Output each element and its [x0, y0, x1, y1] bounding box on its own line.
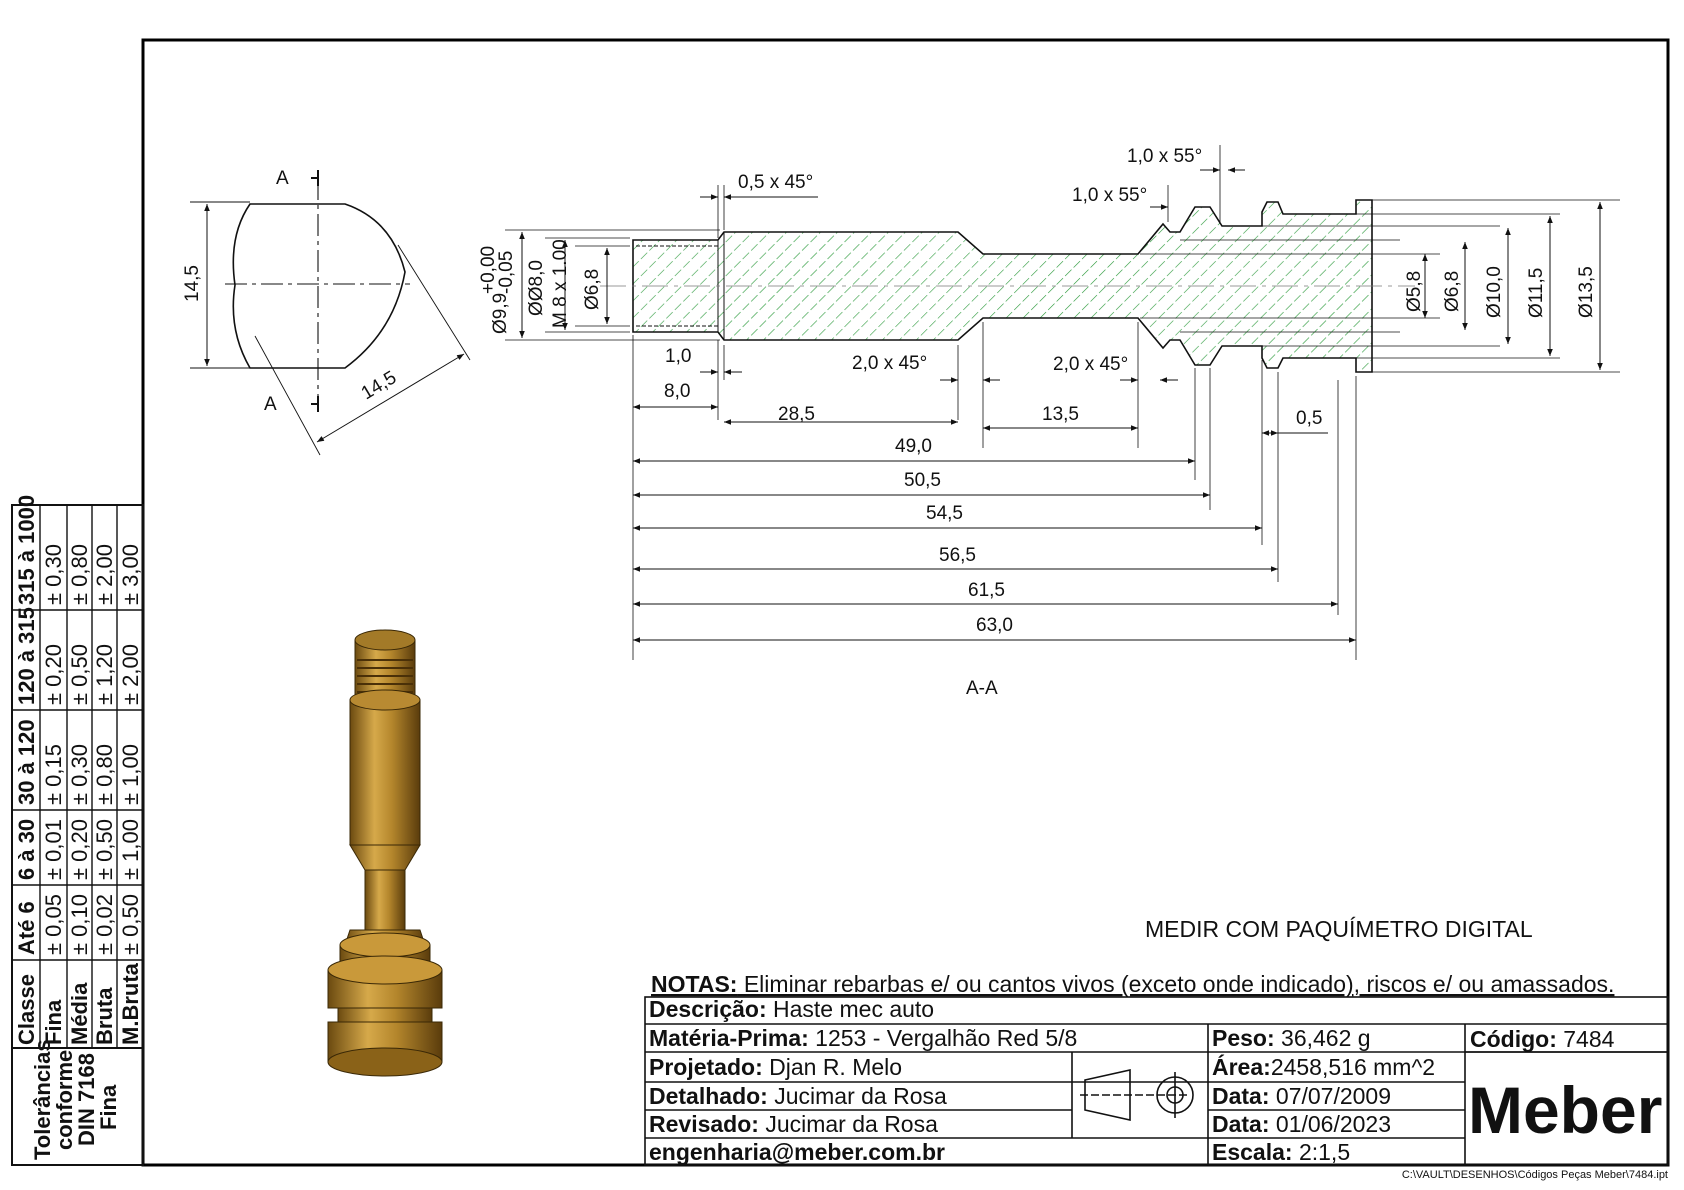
dim-len-49: 49,0 — [895, 436, 932, 457]
svg-text:Data: 01/06/2023 — [1212, 1111, 1391, 1137]
notes-label: NOTAS: — [651, 971, 738, 997]
measure-note: MEDIR COM PAQUÍMETRO DIGITAL — [1145, 916, 1533, 942]
detalhado-value: Jucimar da Rosa — [767, 1083, 947, 1109]
tol-fina-1: ± 0,05 — [41, 893, 66, 955]
tol-bruta-3: ± 0,80 — [92, 743, 117, 805]
tol-media-4: ± 0,50 — [67, 643, 92, 705]
tol-mbruta-3: ± 1,00 — [118, 743, 143, 805]
email: engenharia@meber.com.br — [649, 1139, 945, 1165]
projetado-label: Projetado: — [649, 1054, 763, 1080]
projection-symbol — [1080, 1070, 1193, 1120]
dim-dia-11-5: Ø11,5 — [1526, 267, 1547, 318]
dim-dia-9-9-tol-low: -0,05 — [496, 250, 517, 294]
tol-fina-label: Fina — [41, 999, 66, 1045]
tolerance-table — [12, 495, 143, 1165]
dim-chamfer-mid2: 2,0 x 45° — [1053, 354, 1129, 375]
svg-text:Revisado: Jucimar da Rosa — [649, 1111, 938, 1137]
area-label: Área: — [1212, 1054, 1271, 1080]
dim-chamfer-top1: 1,0 x 55° — [1127, 146, 1203, 167]
dim-chamfer-top2: 1,0 x 55° — [1072, 185, 1148, 206]
codigo-label: Código: — [1470, 1026, 1557, 1052]
dim-len-8: 8,0 — [664, 381, 691, 402]
materia-label: Matéria-Prima: — [649, 1025, 809, 1051]
tol-mbruta-4: ± 2,00 — [118, 643, 143, 705]
svg-text:Área:2458,516 mm^2 — [1212, 1053, 1435, 1080]
dim-thread: M 8 x 1.00 — [550, 239, 571, 328]
dim-len-0-5: 0,5 — [1296, 408, 1323, 429]
tol-fina-5: ± 0,30 — [41, 543, 66, 605]
tol-footer-3: DIN 7168 — [74, 1053, 99, 1146]
peso-label: Peso: — [1212, 1025, 1275, 1051]
tol-mbruta-1: ± 0,50 — [118, 893, 143, 955]
detalhado-label: Detalhado: — [649, 1083, 768, 1109]
tol-bruta-4: ± 1,20 — [92, 643, 117, 705]
escala-value: 2:1,5 — [1292, 1139, 1351, 1165]
tol-header-120-315: 120 à 315 — [14, 607, 39, 705]
part-3d-render — [328, 630, 442, 1076]
tol-header-6-30: 6 à 30 — [14, 818, 39, 880]
svg-text:Projetado: Djan R. Melo — [649, 1054, 902, 1080]
data1-value: 07/07/2009 — [1269, 1083, 1392, 1109]
tol-mbruta-2: ± 1,00 — [118, 818, 143, 880]
svg-text:Detalhado: Jucimar da Rosa — [649, 1083, 947, 1109]
dim-dia-13-5: Ø13,5 — [1576, 266, 1597, 318]
data2-label: Data: — [1212, 1111, 1270, 1137]
escala-label: Escala: — [1212, 1139, 1293, 1165]
section-end-view — [182, 168, 470, 455]
dim-len-61-5: 61,5 — [968, 580, 1005, 601]
file-path: C:\VAULT\DESENHOS\Códigos Peças Meber\7484.ipt — [1401, 1169, 1668, 1181]
dim-len-13-5: 13,5 — [1042, 404, 1079, 425]
svg-text:Código: 7484 — [1470, 1026, 1615, 1052]
svg-text:Matéria-Prima: 1253 - Vergalhã — [649, 1025, 1077, 1051]
revisado-value: Jucimar da Rosa — [758, 1111, 938, 1137]
materia-value: 1253 - Vergalhão Red 5/8 — [808, 1025, 1078, 1051]
descricao-label: Descrição: — [649, 996, 767, 1022]
tol-footer-2: conforme — [52, 1049, 77, 1150]
area-value: 2458,516 mm^2 — [1270, 1054, 1436, 1080]
tol-mbruta-5: ± 3,00 — [118, 543, 143, 605]
tol-mbruta-label: M.Bruta — [118, 963, 143, 1045]
tol-fina-3: ± 0,15 — [41, 743, 66, 805]
section-label-top: A — [276, 168, 289, 189]
tol-footer-4: Fina — [96, 1084, 121, 1130]
tol-media-1: ± 0,10 — [67, 893, 92, 955]
tol-bruta-2: ± 0,50 — [92, 818, 117, 880]
dim-dia-6-8-left: Ø6,8 — [582, 268, 603, 310]
data1-label: Data: — [1212, 1083, 1270, 1109]
tol-bruta-5: ± 2,00 — [92, 543, 117, 605]
data2-value: 01/06/2023 — [1269, 1111, 1392, 1137]
tol-fina-4: ± 0,20 — [41, 643, 66, 705]
dim-len-28-5: 28,5 — [778, 404, 815, 425]
dim-chamfer-mid1: 2,0 x 45° — [852, 353, 928, 374]
tol-header-ate6: Até 6 — [14, 901, 39, 955]
tol-media-label: Média — [67, 982, 92, 1045]
notes-text: Eliminar rebarbas e/ ou cantos vivos (exceto onde indicado), riscos e/ ou amassados. — [737, 971, 1615, 997]
dim-width-diag: 14,5 — [357, 367, 401, 405]
dim-len-56-5: 56,5 — [939, 545, 976, 566]
notes-line — [651, 971, 1614, 997]
dim-width-flat: 14,5 — [182, 265, 203, 302]
brand-logo: Meber — [1468, 1073, 1663, 1147]
dim-len-1: 1,0 — [665, 346, 692, 367]
peso-value: 36,462 g — [1274, 1025, 1371, 1051]
revisado-label: Revisado: — [649, 1111, 759, 1137]
dim-len-50-5: 50,5 — [904, 470, 941, 491]
dim-dia-5-8: Ø5,8 — [1404, 270, 1425, 312]
dim-dia-6-8-right: Ø6,8 — [1442, 270, 1463, 312]
section-label-bottom: A — [264, 394, 277, 415]
tol-bruta-label: Bruta — [92, 987, 117, 1045]
svg-text:Escala: 2:1,5 — [1212, 1139, 1350, 1165]
section-name: A-A — [966, 678, 998, 699]
dim-len-63: 63,0 — [976, 615, 1013, 636]
tol-media-3: ± 0,30 — [67, 743, 92, 805]
tol-footer-1: Tolerâncias — [30, 1039, 55, 1160]
title-block — [645, 971, 1668, 1165]
tol-media-5: ± 0,80 — [67, 543, 92, 605]
tol-fina-2: ± 0,01 — [41, 818, 66, 880]
dim-len-54-5: 54,5 — [926, 503, 963, 524]
dim-dia-8: ØØ8,0 — [526, 260, 547, 316]
dim-dia-10: Ø10,0 — [1484, 266, 1505, 318]
section-a-a — [478, 145, 1620, 699]
dim-dia-9-9: Ø9,9 — [490, 292, 511, 334]
tol-bruta-1: ± 0,02 — [92, 893, 117, 955]
tol-header-30-120: 30 à 120 — [14, 719, 39, 805]
descricao-value: Haste mec auto — [766, 996, 935, 1022]
dim-dia-9-9-tol-up: +0,00 — [478, 245, 499, 294]
svg-text:Data: 07/07/2009 — [1212, 1083, 1391, 1109]
projetado-value: Djan R. Melo — [762, 1054, 903, 1080]
codigo-value: 7484 — [1556, 1026, 1615, 1052]
tol-media-2: ± 0,20 — [67, 818, 92, 880]
tol-header-315-1000: 315 à 1000 — [14, 494, 39, 605]
tol-header-classe: Classe — [14, 974, 39, 1045]
svg-text:Descrição: Haste mec auto — [649, 996, 934, 1022]
svg-text:Peso: 36,462 g — [1212, 1025, 1371, 1051]
dim-chamfer-left: 0,5 x 45° — [738, 172, 814, 193]
